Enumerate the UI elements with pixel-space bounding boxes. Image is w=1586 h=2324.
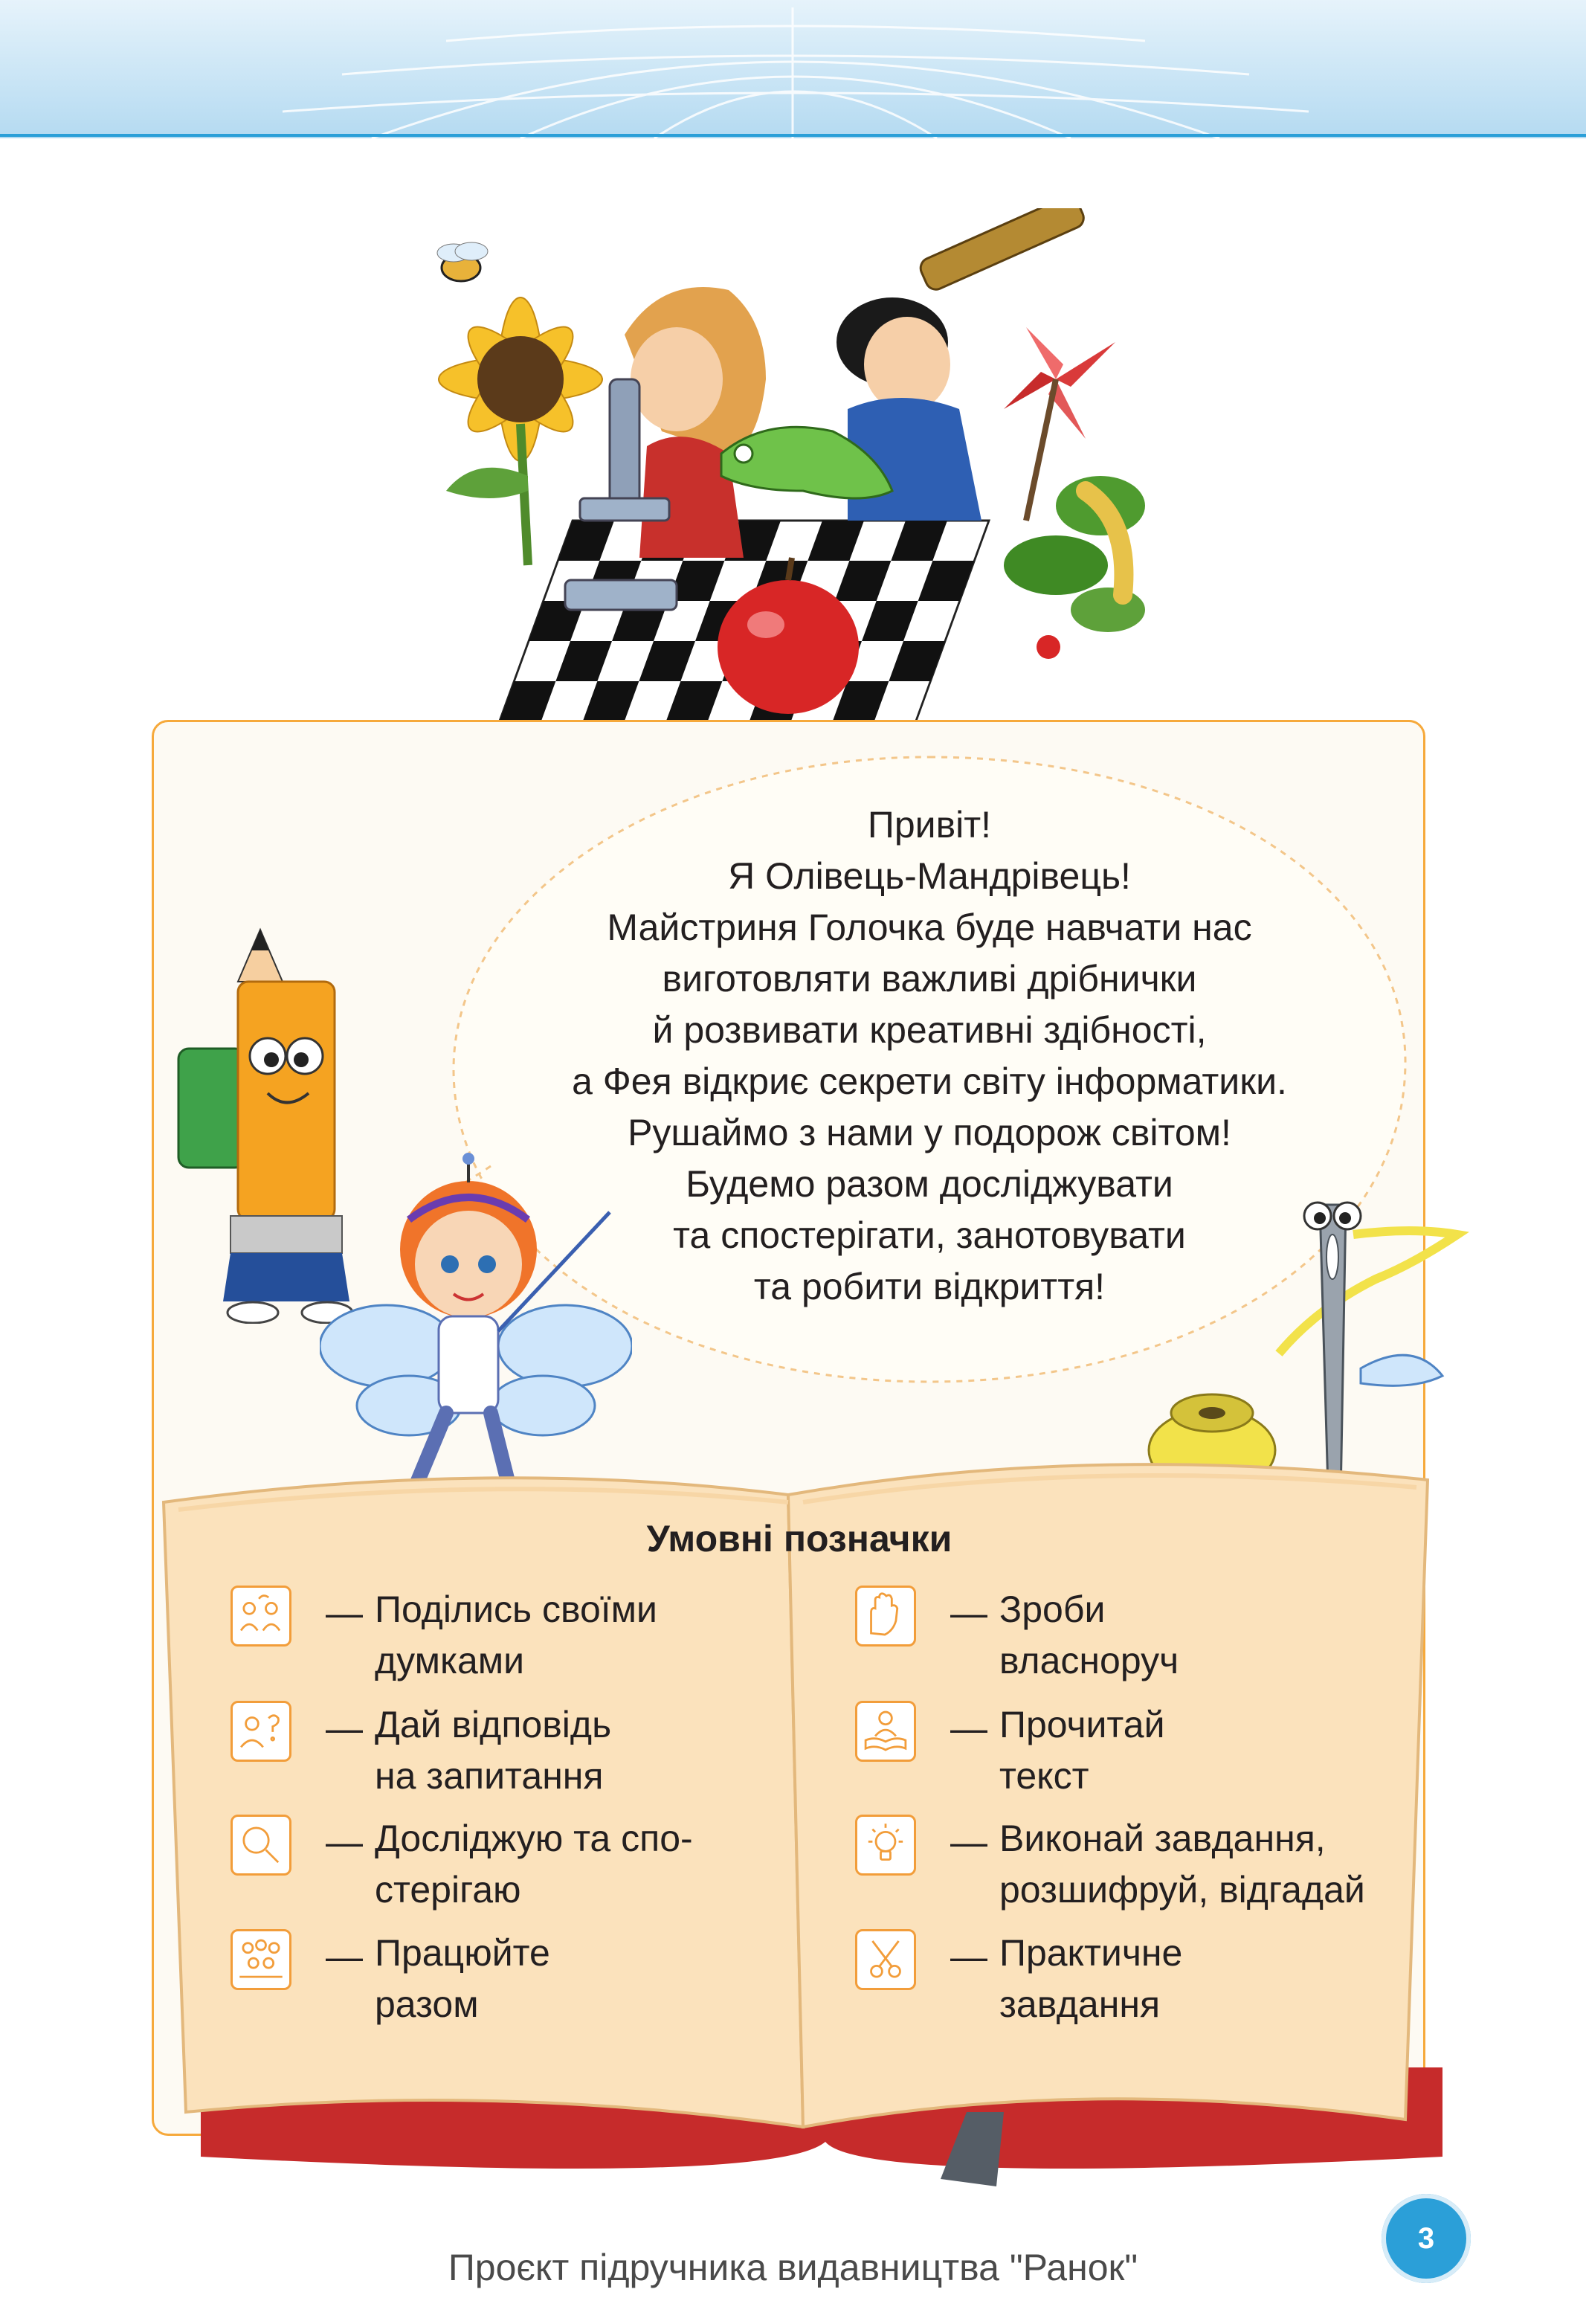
legend-dash: — bbox=[326, 1821, 363, 1863]
greeting-line: Я Олівець-Мандрівець! bbox=[728, 855, 1131, 897]
page-number: 3 bbox=[1417, 2222, 1435, 2255]
header-divider bbox=[0, 134, 1586, 137]
legend-item bbox=[231, 1584, 825, 1696]
share-thoughts-icon bbox=[231, 1586, 291, 1647]
greeting-line: Майстриня Голочка буде навчати нас bbox=[607, 907, 1252, 948]
globe-lines-decoration bbox=[0, 0, 1586, 138]
legend-item bbox=[231, 1813, 825, 1925]
work-together-icon bbox=[231, 1929, 291, 1990]
answer-question-icon bbox=[231, 1701, 291, 1762]
legend-dash: — bbox=[950, 1707, 987, 1749]
legend-label: Зроби власноруч bbox=[999, 1589, 1179, 1681]
legend-label: Працюйте разом bbox=[375, 1932, 550, 2025]
solve-task-icon bbox=[855, 1815, 916, 1876]
legend-item bbox=[855, 1928, 1450, 2039]
greeting-line: Будемо разом досліджувати bbox=[686, 1163, 1173, 1205]
practical-task-icon bbox=[855, 1929, 916, 1990]
greeting-line: а Фея відкриє секрети світу інформатики. bbox=[572, 1060, 1287, 1102]
greeting-line: та спостерігати, занотовувати bbox=[673, 1214, 1186, 1256]
greeting-line: Рушаймо з нами у подорож світом! bbox=[628, 1112, 1231, 1153]
legend-item bbox=[855, 1699, 1450, 1811]
legend-dash: — bbox=[950, 1592, 987, 1634]
do-it-yourself-icon bbox=[855, 1586, 916, 1647]
legend-dash: — bbox=[326, 1936, 363, 1977]
legend-title: Умовні позначки bbox=[646, 1518, 952, 1559]
legend-dash: — bbox=[326, 1592, 363, 1634]
bean-plant bbox=[1004, 476, 1145, 659]
bee bbox=[437, 242, 488, 281]
legend-label: Дай відповідь на запитання bbox=[375, 1704, 612, 1797]
read-text-icon bbox=[855, 1701, 916, 1762]
legend-label: Досліджую та спо- стерігаю bbox=[375, 1818, 693, 1911]
greeting-line: та робити відкриття! bbox=[753, 1266, 1106, 1307]
greeting-line: Привіт! bbox=[867, 804, 992, 846]
legend-dash: — bbox=[950, 1936, 987, 1977]
legend-label: Поділись своїми думками bbox=[375, 1589, 657, 1681]
legend-item bbox=[855, 1813, 1450, 1925]
publisher-footer: Проєкт підручника видавництва "Ранок" bbox=[448, 2247, 1138, 2288]
legend-label: Виконай завдання, розшифруй, відгадай bbox=[999, 1818, 1365, 1911]
children-science-illustration bbox=[416, 208, 1219, 721]
legend-dash: — bbox=[326, 1707, 363, 1749]
legend-item bbox=[231, 1928, 825, 2039]
legend-item bbox=[231, 1699, 825, 1811]
legend-item bbox=[855, 1584, 1450, 1696]
greeting-line: й розвивати креативні здібності, bbox=[652, 1009, 1207, 1051]
legend-dash: — bbox=[950, 1821, 987, 1863]
legend-label: Практичне завдання bbox=[999, 1932, 1183, 2025]
legend-label: Прочитай текст bbox=[999, 1704, 1165, 1797]
greeting-line: виготовляти важливі дрібнички bbox=[662, 958, 1197, 1000]
explore-observe-icon bbox=[231, 1815, 291, 1876]
